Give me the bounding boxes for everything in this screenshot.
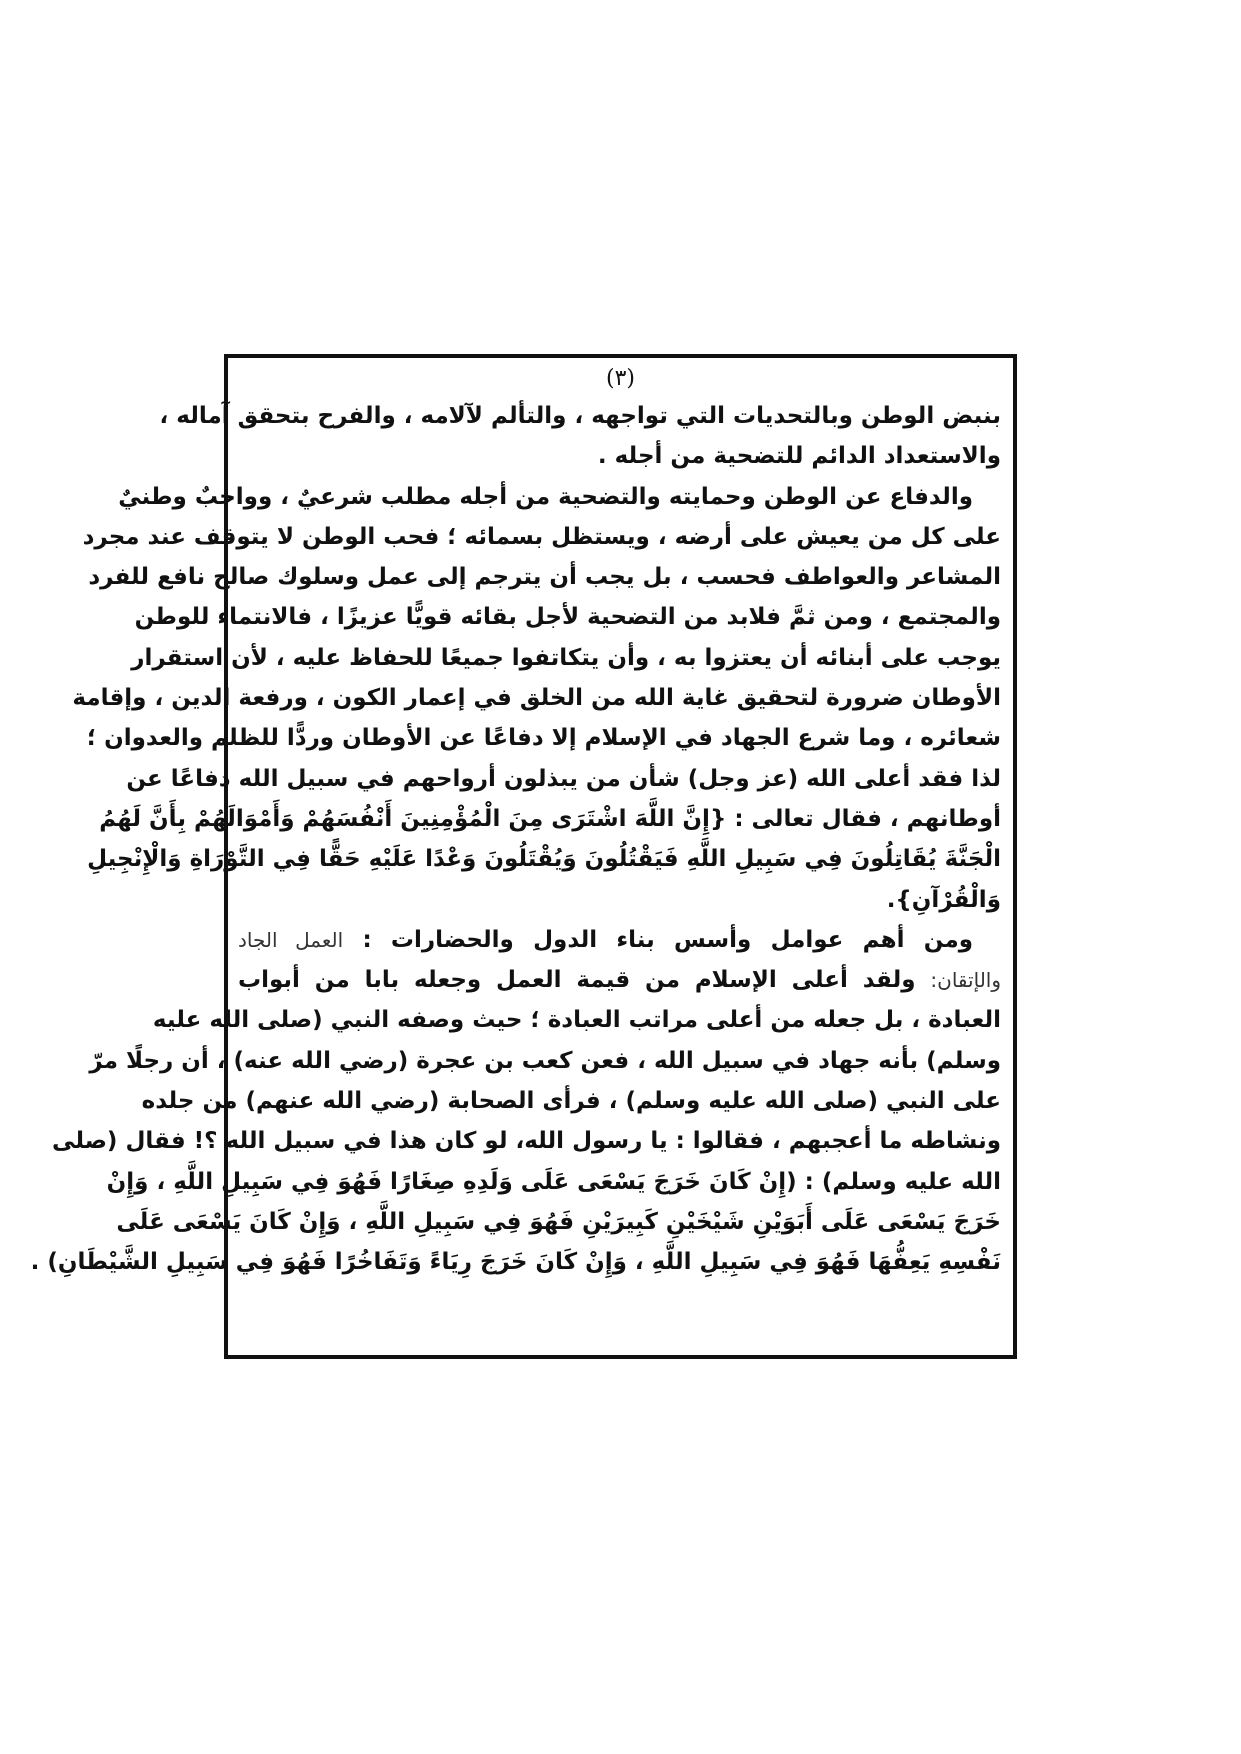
text-line: نَفْسِهِ يَعِفُّهَا فَهُوَ فِي سَبِيلِ اللَّهِ ، وَإِنْ كَانَ خَرَجَ رِيَاءً وَتَفَاخُرًا فَهُوَ فِي سَبِيلِ الشَّيْطَانِ) .: [30, 1249, 1001, 1276]
heading-text: ومن أهم عوامل وأسس بناء الدول والحضارات :: [362, 926, 973, 953]
text-line: لذا فقد أعلى الله (عز وجل) شأن من يبذلون أرواحهم في سبيل الله دفاعًا عن: [126, 765, 1001, 792]
heading-highlight-cont: والإتقان:: [930, 968, 1001, 993]
page-number: (٣): [605, 366, 635, 391]
text-line: والدفاع عن الوطن وحمايته والتضحية من أجله مطلب شرعيٌ ، وواجبٌ وطنيٌ: [118, 483, 973, 510]
body-text: [30, 396, 1001, 1283]
text-line: [238, 960, 1001, 1000]
text-line: خَرَجَ يَسْعَى عَلَى أَبَوَيْنِ شَيْخَيْنِ كَبِيرَيْنِ فَهُوَ فِي سَبِيلِ اللَّهِ ، وَإِنْ كَانَ يَسْعَى عَلَى: [116, 1208, 1001, 1235]
text-line: بنبض الوطن وبالتحديات التي تواجهه ، والتألم لآلامه ، والفرح بتحقق آماله ،: [159, 403, 1001, 429]
line-text: ولقد أعلى الإسلام من قيمة العمل وجعله بابا من أبواب: [238, 967, 916, 994]
text-line: أوطانهم ، فقال تعالى : {إِنَّ اللَّهَ اشْتَرَى مِنَ الْمُؤْمِنِينَ أَنْفُسَهُمْ وَأَمْوَالَهُمْ بِأَنَّ لَهُمُ: [99, 805, 1001, 832]
text-line: على النبي (صلى الله عليه وسلم) ، فرأى الصحابة (رضي الله عنهم) من جلده: [141, 1088, 1001, 1115]
text-line: وَالْقُرْآنِ}.: [886, 886, 1001, 913]
page-frame: [30, 354, 1017, 1359]
text-line: والمجتمع ، ومن ثمَّ فلابد من التضحية لأجل بقائه قويًّا عزيزًا ، فالانتماء للوطن: [134, 604, 1001, 631]
text-line: الْجَنَّةَ يُقَاتِلُونَ فِي سَبِيلِ اللَّهِ فَيَقْتُلُونَ وَيُقْتَلُونَ وَعْدًا عَلَيْهِ حَقًّا فِي التَّوْرَاةِ وَالْإِنْجِيلِ: [87, 846, 1001, 873]
text-line: وسلم) بأنه جهاد في سبيل الله ، فعن كعب بن عجرة (رضي الله عنه) ، أن رجلًا مرّ: [89, 1047, 1001, 1074]
text-line: الله عليه وسلم) : (إِنْ كَانَ خَرَجَ يَسْعَى عَلَى وَلَدِهِ صِغَارًا فَهُوَ فِي سَبِيلِ اللَّهِ ، وَإِنْ: [106, 1168, 1001, 1195]
text-line: ونشاطه ما أعجبهم ، فقالوا : يا رسول الله، لو كان هذا في سبيل الله ؟! فقال (صلى: [52, 1128, 1001, 1155]
text-line: المشاعر والعواطف فحسب ، بل يجب أن يترجم إلى عمل وسلوك صالح نافع للفرد: [88, 564, 1001, 591]
text-line: على كل من يعيش على أرضه ، ويستظل بسمائه ؛ فحب الوطن لا يتوقف عند مجرد: [82, 523, 1001, 550]
heading-highlight: العمل الجاد: [238, 927, 344, 952]
text-line: العبادة ، بل جعله من أعلى مراتب العبادة ؛ حيث وصفه النبي (صلى الله عليه: [152, 1007, 1001, 1034]
text-line: شعائره ، وما شرع الجهاد في الإسلام إلا دفاعًا عن الأوطان وردًّا للظلم والعدوان ؛: [86, 725, 1001, 752]
text-line: والاستعداد الدائم للتضحية من أجله .: [597, 443, 1001, 470]
text-line: الأوطان ضرورة لتحقيق غاية الله من الخلق في إعمار الكون ، ورفعة الدين ، وإقامة: [72, 685, 1001, 712]
text-line: يوجب على أبنائه أن يعتزوا به ، وأن يتكاتفوا جميعًا للحفاظ عليه ، لأن استقرار: [131, 644, 1001, 671]
text-line: [238, 920, 1001, 960]
